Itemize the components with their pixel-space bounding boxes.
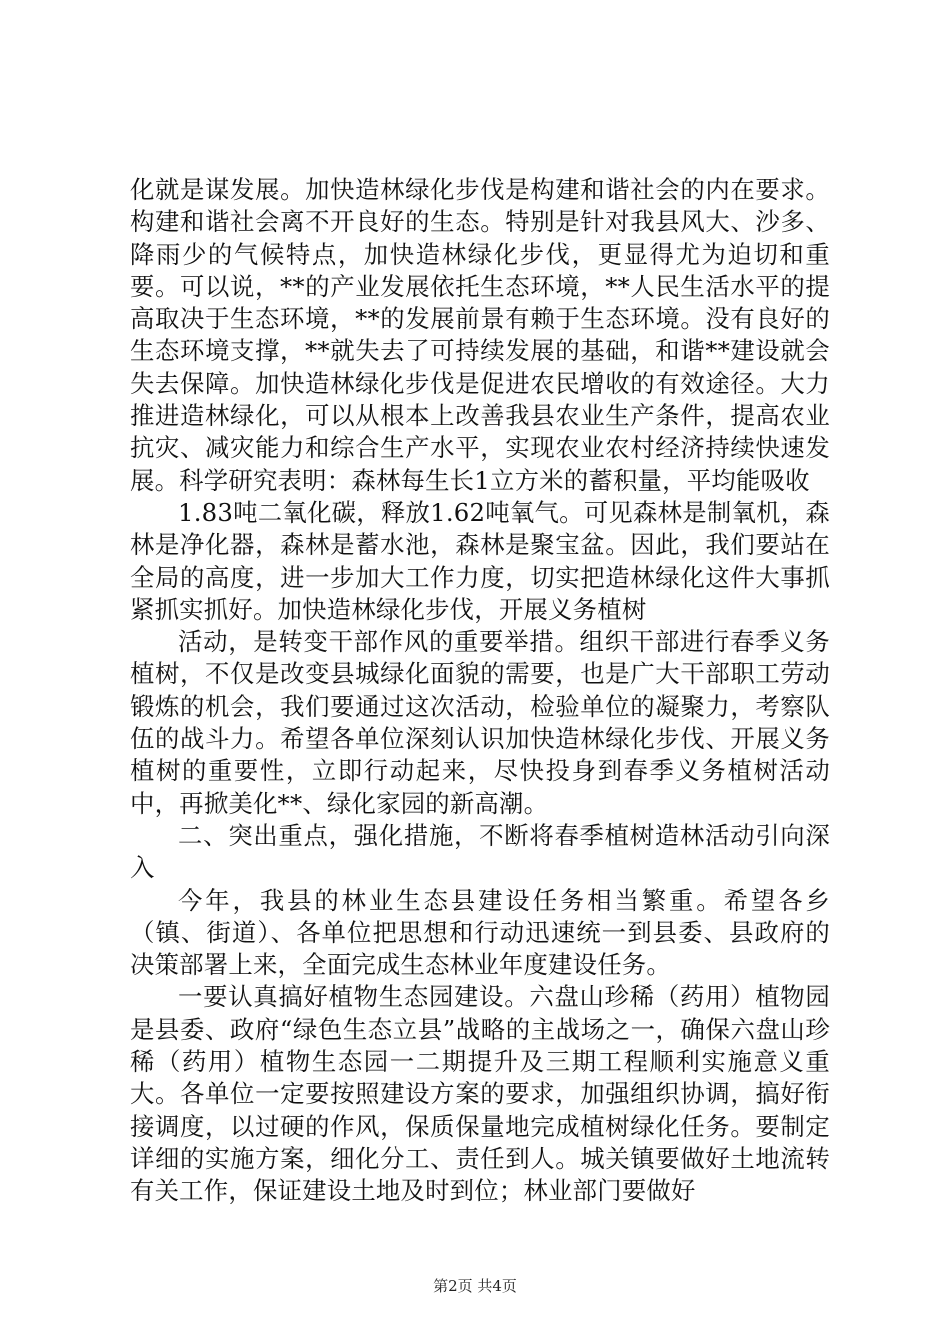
paragraph-2: 1.83吨二氧化碳，释放1.62吨氧气。可见森林是制氧机，森林是净化器，森林是蓄水池，森林是聚宝盆。因此，我们要站在全局的高度，进一步加大工作力度，切实把造林绿化这件大事抓紧抓实抓好。加快造林绿化步伐，开展义务植树 bbox=[130, 497, 830, 624]
paragraph-3: 活动，是转变干部作风的重要举措。组织干部进行春季义务植树，不仅是改变县城绿化面貌的需要，也是广大干部职工劳动锻炼的机会，我们要通过这次活动，检验单位的凝聚力，考察队伍的战斗力。希望各单位深刻认识加快造林绿化步伐、开展义务植树的重要性，立即行动起来，尽快投身到春季义务植树活动中，再掀美化**、绿化家园的新高潮。 bbox=[130, 627, 830, 818]
paragraph-5: 一要认真搞好植物生态园建设。六盘山珍稀（药用）植物园是县委、政府“绿色生态立县”战略的主战场之一，确保六盘山珍稀（药用）植物生态园一二期提升及三期工程顺利实施意义重大。各单位一定要按照建设方案的要求，加强组织协调，搞好衔接调度，以过硬的作风，保质保量地完成植树绿化任务。要制定详细的实施方案，细化分工、责任到人。城关镇要做好土地流转有关工作，保证建设土地及时到位；林业部门要做好 bbox=[130, 982, 830, 1206]
document-body bbox=[130, 174, 830, 1208]
section-heading: 二、突出重点，强化措施，不断将春季植树造林活动引向深入 bbox=[130, 820, 830, 883]
page-number-footer: 第2页 共4页 bbox=[433, 1277, 517, 1295]
paragraph-4: 今年，我县的林业生态县建设任务相当繁重。希望各乡（镇、街道）、各单位把思想和行动迅速统一到县委、县政府的决策部署上来，全面完成生态林业年度建设任务。 bbox=[130, 885, 830, 980]
paragraph-1: 化就是谋发展。加快造林绿化步伐是构建和谐社会的内在要求。构建和谐社会离不开良好的生态。特别是针对我县风大、沙多、降雨少的气候特点，加快造林绿化步伐，更显得尤为迫切和重要。可以说，**的产业发展依托生态环境，**人民生活水平的提高取决于生态环境，**的发展前景有赖于生态环境。没有良好的生态环境支撑，**就失去了可持续发展的基础，和谐**建设就会失去保障。加快造林绿化步伐是促进农民增收的有效途径。大力推进造林绿化，可以从根本上改善我县农业生产条件，提高农业抗灾、减灾能力和综合生产水平，实现农业农村经济持续快速发展。科学研究表明：森林每生长1立方米的蓄积量，平均能吸收 bbox=[130, 175, 830, 495]
